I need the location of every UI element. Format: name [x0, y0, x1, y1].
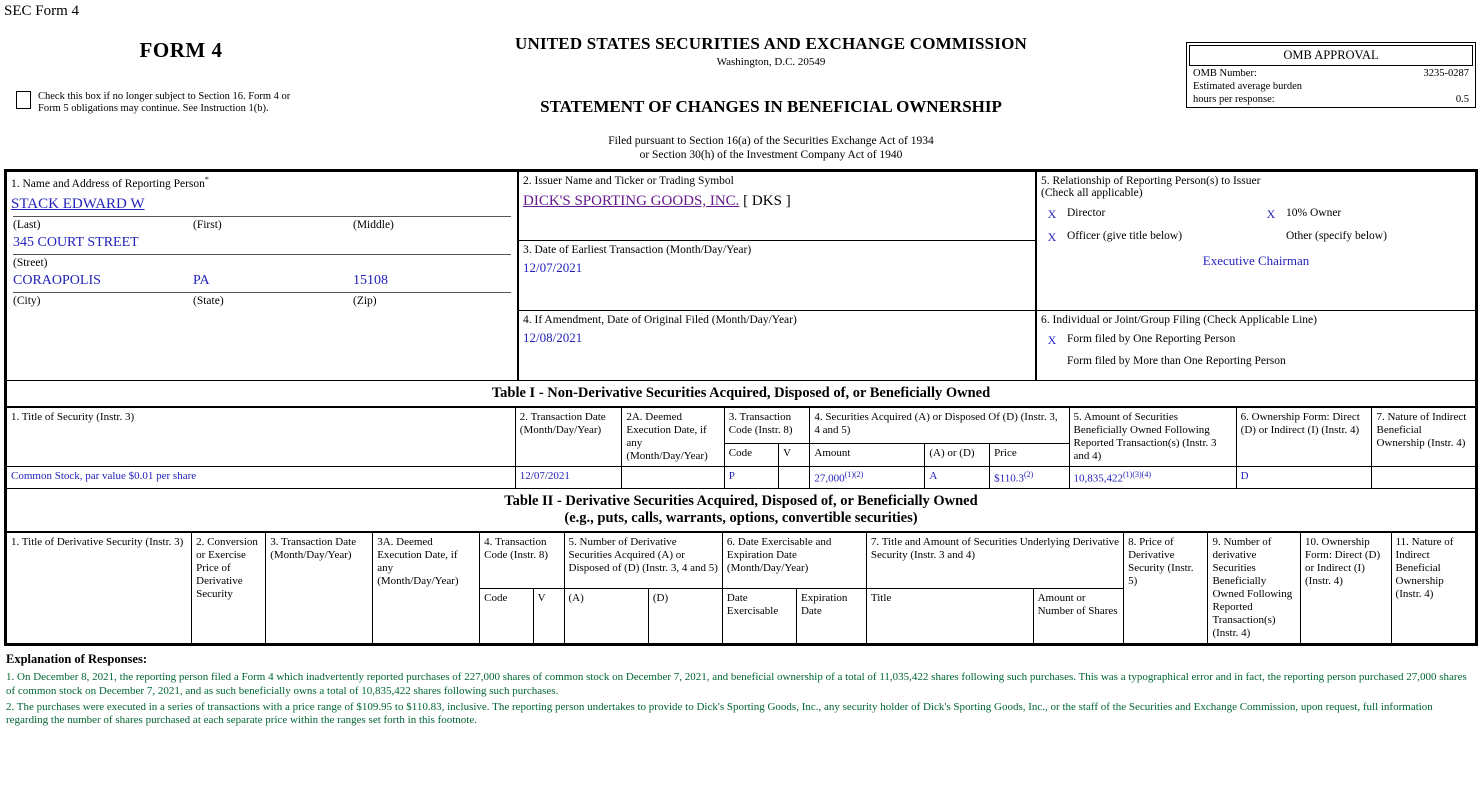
ten-percent-checkmark[interactable]: X	[1266, 206, 1276, 221]
section16-checkbox-block[interactable]	[6, 91, 356, 116]
th2-conversion-price: 2. Conversion or Exercise Price of Derivative Security	[192, 533, 266, 644]
caption-first: (First)	[193, 218, 222, 231]
relationship-row-2	[1037, 228, 1475, 245]
omb-hours-row	[1189, 92, 1473, 105]
th2-d: (D)	[648, 589, 722, 644]
relationship-ten-percent-owner[interactable]	[1256, 207, 1475, 222]
box1-heading-mark: *	[204, 174, 209, 184]
cell-shares-owned	[1069, 466, 1236, 489]
th-ownership-form: 6. Ownership Form: Direct (D) or Indirect (I) (Instr. 4)	[1236, 407, 1372, 466]
box5-heading: 5. Relationship of Reporting Person(s) to Issuer	[1041, 174, 1261, 187]
box6-heading: 6. Individual or Joint/Group Filing (Check Applicable Line)	[1041, 313, 1317, 326]
officer-checkmark[interactable]: X	[1047, 229, 1057, 244]
th2-title-derivative-security: 1. Title of Derivative Security (Instr. 3)	[7, 533, 192, 644]
form-title: FORM 4	[139, 38, 223, 62]
explanation-item-1: 1. On December 8, 2021, the reporting person filed a Form 4 which inadvertently reported purchases of 227,000 shares of common stock on December 7, 2021, and beneficial ownership of a total of 11,035,422 shares following such purchases. This was a typographical error and in fact, the reporting person purchased 27,000 shares of common stock on December 7, 2021, and as such beneficially owns a total of 10,835,422 shares following such purchases.	[6, 671, 1467, 697]
explanation-item-2: 2. The purchases were executed in a series of transactions with a price range of $109.95 to $110.83, inclusive. The reporting person undertakes to provide to Dick's Sporting Goods, Inc., any security holder of Dick's Sporting Goods, Inc., or the staff of the Securities and Exchange Commission, upon request, full information regarding the number of shares purchased at each separate price within the ranges set forth in this footnote.	[6, 700, 1433, 727]
reporting-person-name-line	[7, 190, 517, 215]
street-caption-row	[7, 255, 517, 269]
th2-underlying-securities: 7. Title and Amount of Securities Underlying Derivative Security (Instr. 3 and 4)	[866, 533, 1123, 589]
earliest-transaction-date: 12/07/2021	[523, 259, 583, 275]
cell-shares-owned-footnote[interactable]: (1)(3)(4)	[1123, 469, 1151, 479]
ticker-bracket-open: [	[743, 192, 749, 209]
cell-v-flag	[779, 466, 810, 489]
officer-label: Officer (give title below)	[1067, 229, 1183, 242]
th2-a: (A)	[564, 589, 648, 644]
cell-amount-value: 27,000	[814, 472, 845, 485]
table2-title-line1: Table II - Derivative Securities Acquired, Disposed of, or Beneficially Owned	[504, 493, 978, 510]
th2-transaction-date: 3. Transaction Date (Month/Day/Year)	[266, 533, 373, 644]
th2-nature-indirect-ownership: 11. Nature of Indirect Beneficial Ownership (Instr. 4)	[1391, 533, 1475, 644]
th2-underlying-title: Title	[866, 589, 1033, 644]
th-nature-indirect-ownership: 7. Nature of Indirect Beneficial Ownership (Instr. 4)	[1372, 407, 1476, 466]
cell-nature-indirect	[1372, 466, 1476, 489]
director-label: Director	[1067, 206, 1106, 219]
cell-shares-owned-value: 10,835,422	[1073, 472, 1124, 485]
omb-hours-value: 0.5	[1455, 94, 1469, 105]
caption-street: (Street)	[13, 256, 48, 269]
caption-zip: (Zip)	[353, 294, 377, 307]
identification-section	[6, 171, 1476, 381]
relationship-row-1	[1037, 205, 1475, 222]
th2-price-derivative-security: 8. Price of Derivative Security (Instr. 5)	[1124, 533, 1208, 644]
agency-address: Washington, D.C. 20549	[716, 56, 826, 68]
th-deemed-execution-date: 2A. Deemed Execution Date, if any (Month/Day/Year)	[622, 407, 724, 466]
th-v: V	[779, 444, 810, 466]
many-persons-checkmark[interactable]	[1037, 355, 1067, 367]
box-2-3-4-column	[518, 171, 1036, 381]
header-left	[6, 20, 356, 116]
table2-title	[6, 489, 1476, 532]
th-title-of-security: 1. Title of Security (Instr. 3)	[7, 407, 516, 466]
issuer-ticker: DKS	[751, 192, 782, 209]
omb-number-label: OMB Number:	[1193, 68, 1257, 79]
amendment-original-date: 12/08/2021	[523, 329, 583, 345]
box-5-6-column	[1036, 171, 1476, 381]
form-header	[0, 20, 1482, 163]
cell-deemed-date	[622, 466, 724, 489]
th-amount-beneficially-owned: 5. Amount of Securities Beneficially Owned Following Reported Transaction(s) (Instr. 3 and 4)	[1069, 407, 1236, 466]
ticker-bracket-close: ]	[785, 192, 791, 209]
table1-title: Table I - Non-Derivative Securities Acquired, Disposed of, or Beneficially Owned	[6, 381, 1476, 407]
header-center	[356, 20, 1186, 163]
issuer-line	[519, 187, 1035, 210]
cell-security-title: Common Stock, par value $0.01 per share	[7, 466, 516, 489]
relationship-director[interactable]	[1037, 207, 1256, 222]
reporting-person-city: CORAOPOLIS	[13, 272, 101, 288]
one-person-label: Form filed by One Reporting Person	[1067, 332, 1236, 345]
omb-number-value: 3235-0287	[1423, 68, 1469, 79]
relationship-other[interactable]	[1256, 230, 1475, 245]
th-price: Price	[990, 444, 1069, 466]
name-column-captions	[7, 217, 517, 231]
table2-title-line2: (e.g., puts, calls, warrants, options, convertible securities)	[564, 510, 918, 527]
csz-caption-row	[7, 293, 517, 311]
header-right	[1186, 20, 1476, 108]
many-persons-label: Form filed by More than One Reporting Person	[1067, 354, 1286, 367]
table-1-non-derivative	[6, 407, 1476, 490]
box-3-earliest-transaction-date	[518, 241, 1036, 311]
box1-heading	[7, 172, 517, 190]
th2-transaction-code: 4. Transaction Code (Instr. 8)	[480, 533, 564, 589]
omb-burden-label: Estimated average burden	[1193, 81, 1303, 92]
box-5-relationship	[1036, 171, 1476, 311]
filing-many-persons-row[interactable]	[1037, 353, 1475, 367]
cell-amount	[810, 466, 925, 489]
agency-name: UNITED STATES SECURITIES AND EXCHANGE COMMISSION	[515, 34, 1027, 53]
box3-heading: 3. Date of Earliest Transaction (Month/Day/Year)	[523, 243, 752, 256]
caption-state: (State)	[193, 294, 224, 307]
omb-hours-label: hours per response:	[1193, 94, 1275, 105]
th2-date-exercisable: Date Exercisable	[722, 589, 796, 644]
omb-number-row	[1189, 66, 1473, 79]
omb-title: OMB APPROVAL	[1189, 45, 1473, 66]
th2-underlying-amount: Amount or Number of Shares	[1033, 589, 1124, 644]
box-6-filing-type	[1036, 311, 1476, 381]
form-body	[4, 169, 1478, 646]
box2-heading	[519, 172, 1035, 187]
th2-number-owned-following: 9. Number of derivative Securities Beneficially Owned Following Reported Transaction(s) (Instr. 4)	[1208, 533, 1301, 644]
box-4-amendment-date	[518, 311, 1036, 381]
ten-percent-label: 10% Owner	[1286, 206, 1342, 219]
reporting-person-zip: 15108	[353, 272, 388, 288]
other-label: Other (specify below)	[1286, 229, 1387, 242]
filing-one-person-row[interactable]	[1037, 331, 1475, 348]
th2-number-derivative-securities: 5. Number of Derivative Securities Acquired (A) or Disposed of (D) (Instr. 3, 4 and 5)	[564, 533, 722, 589]
cell-transaction-date: 12/07/2021	[515, 466, 622, 489]
th-transaction-code: 3. Transaction Code (Instr. 8)	[724, 407, 810, 444]
statement-title: STATEMENT OF CHANGES IN BENEFICIAL OWNERSHIP	[540, 97, 1002, 116]
explanation-heading: Explanation of Responses:	[6, 652, 147, 666]
th2-exercisable-expiration: 6. Date Exercisable and Expiration Date (Month/Day/Year)	[722, 533, 866, 589]
cell-acquired-disposed: A	[925, 466, 990, 489]
th2-deemed-execution-date: 3A. Deemed Execution Date, if any (Month/Day/Year)	[373, 533, 480, 644]
cell-price-footnote[interactable]: (2)	[1023, 469, 1034, 479]
section16-checkbox[interactable]	[16, 91, 31, 109]
th-code: Code	[724, 444, 778, 466]
box-2-issuer	[518, 171, 1036, 241]
relationship-officer[interactable]	[1037, 230, 1256, 245]
table2-header-row-1	[7, 533, 1476, 589]
cell-transaction-code: P	[724, 466, 778, 489]
issuer-name[interactable]: DICK'S SPORTING GOODS, INC.	[523, 192, 740, 209]
one-person-checkmark[interactable]: X	[1047, 332, 1057, 347]
cell-ownership-form: D	[1236, 466, 1372, 489]
reporting-person-street: 345 COURT STREET	[13, 234, 139, 250]
table1-header-row-1	[7, 407, 1476, 444]
caption-last: (Last)	[13, 218, 41, 231]
omb-approval-box	[1186, 42, 1476, 108]
box4-heading: 4. If Amendment, Date of Original Filed (Month/Day/Year)	[523, 313, 797, 326]
th2-expiration-date: Expiration Date	[796, 589, 866, 644]
th2-v: V	[533, 589, 564, 644]
cell-price	[990, 466, 1069, 489]
th-securities-acquired-disposed: 4. Securities Acquired (A) or Disposed Of (D) (Instr. 3, 4 and 5)	[810, 407, 1069, 444]
cell-amount-footnote[interactable]: (1)(2)	[844, 469, 864, 479]
officer-title-text: Executive Chairman	[1202, 252, 1310, 268]
caption-city: (City)	[13, 294, 41, 307]
pursuant-line-2: or Section 30(h) of the Investment Company Act of 1940	[639, 149, 903, 162]
cell-price-value: $110.3	[994, 472, 1024, 485]
box2-heading-text: 2. Issuer Name and Ticker or Trading Symbol	[523, 174, 734, 187]
city-state-zip-row	[7, 269, 517, 291]
page-top-label: SEC Form 4	[4, 3, 80, 19]
table-2-derivative	[6, 532, 1476, 644]
section16-checkbox-label: Check this box if no longer subject to Section 16. Form 4 or Form 5 obligations may continue. See Instruction 1(b).	[38, 91, 291, 115]
box5-subheading: (Check all applicable)	[1041, 186, 1143, 199]
caption-middle: (Middle)	[353, 218, 394, 231]
reporting-person-state: PA	[193, 272, 210, 288]
pursuant-line-1: Filed pursuant to Section 16(a) of the Securities Exchange Act of 1934	[608, 135, 934, 147]
pursuant-text	[356, 134, 1186, 163]
th-a-or-d: (A) or (D)	[925, 444, 990, 466]
th-transaction-date: 2. Transaction Date (Month/Day/Year)	[515, 407, 622, 466]
th2-code: Code	[480, 589, 533, 644]
reporting-person-name[interactable]: STACK EDWARD W	[11, 195, 145, 212]
th-amount: Amount	[810, 444, 925, 466]
table-row	[7, 466, 1476, 489]
th2-ownership-form: 10. Ownership Form: Direct (D) or Indirect (I) (Instr. 4)	[1301, 533, 1392, 644]
box-1-reporting-person	[6, 171, 518, 381]
director-checkmark[interactable]: X	[1047, 206, 1057, 221]
box1-heading-text: 1. Name and Address of Reporting Person	[11, 177, 205, 190]
